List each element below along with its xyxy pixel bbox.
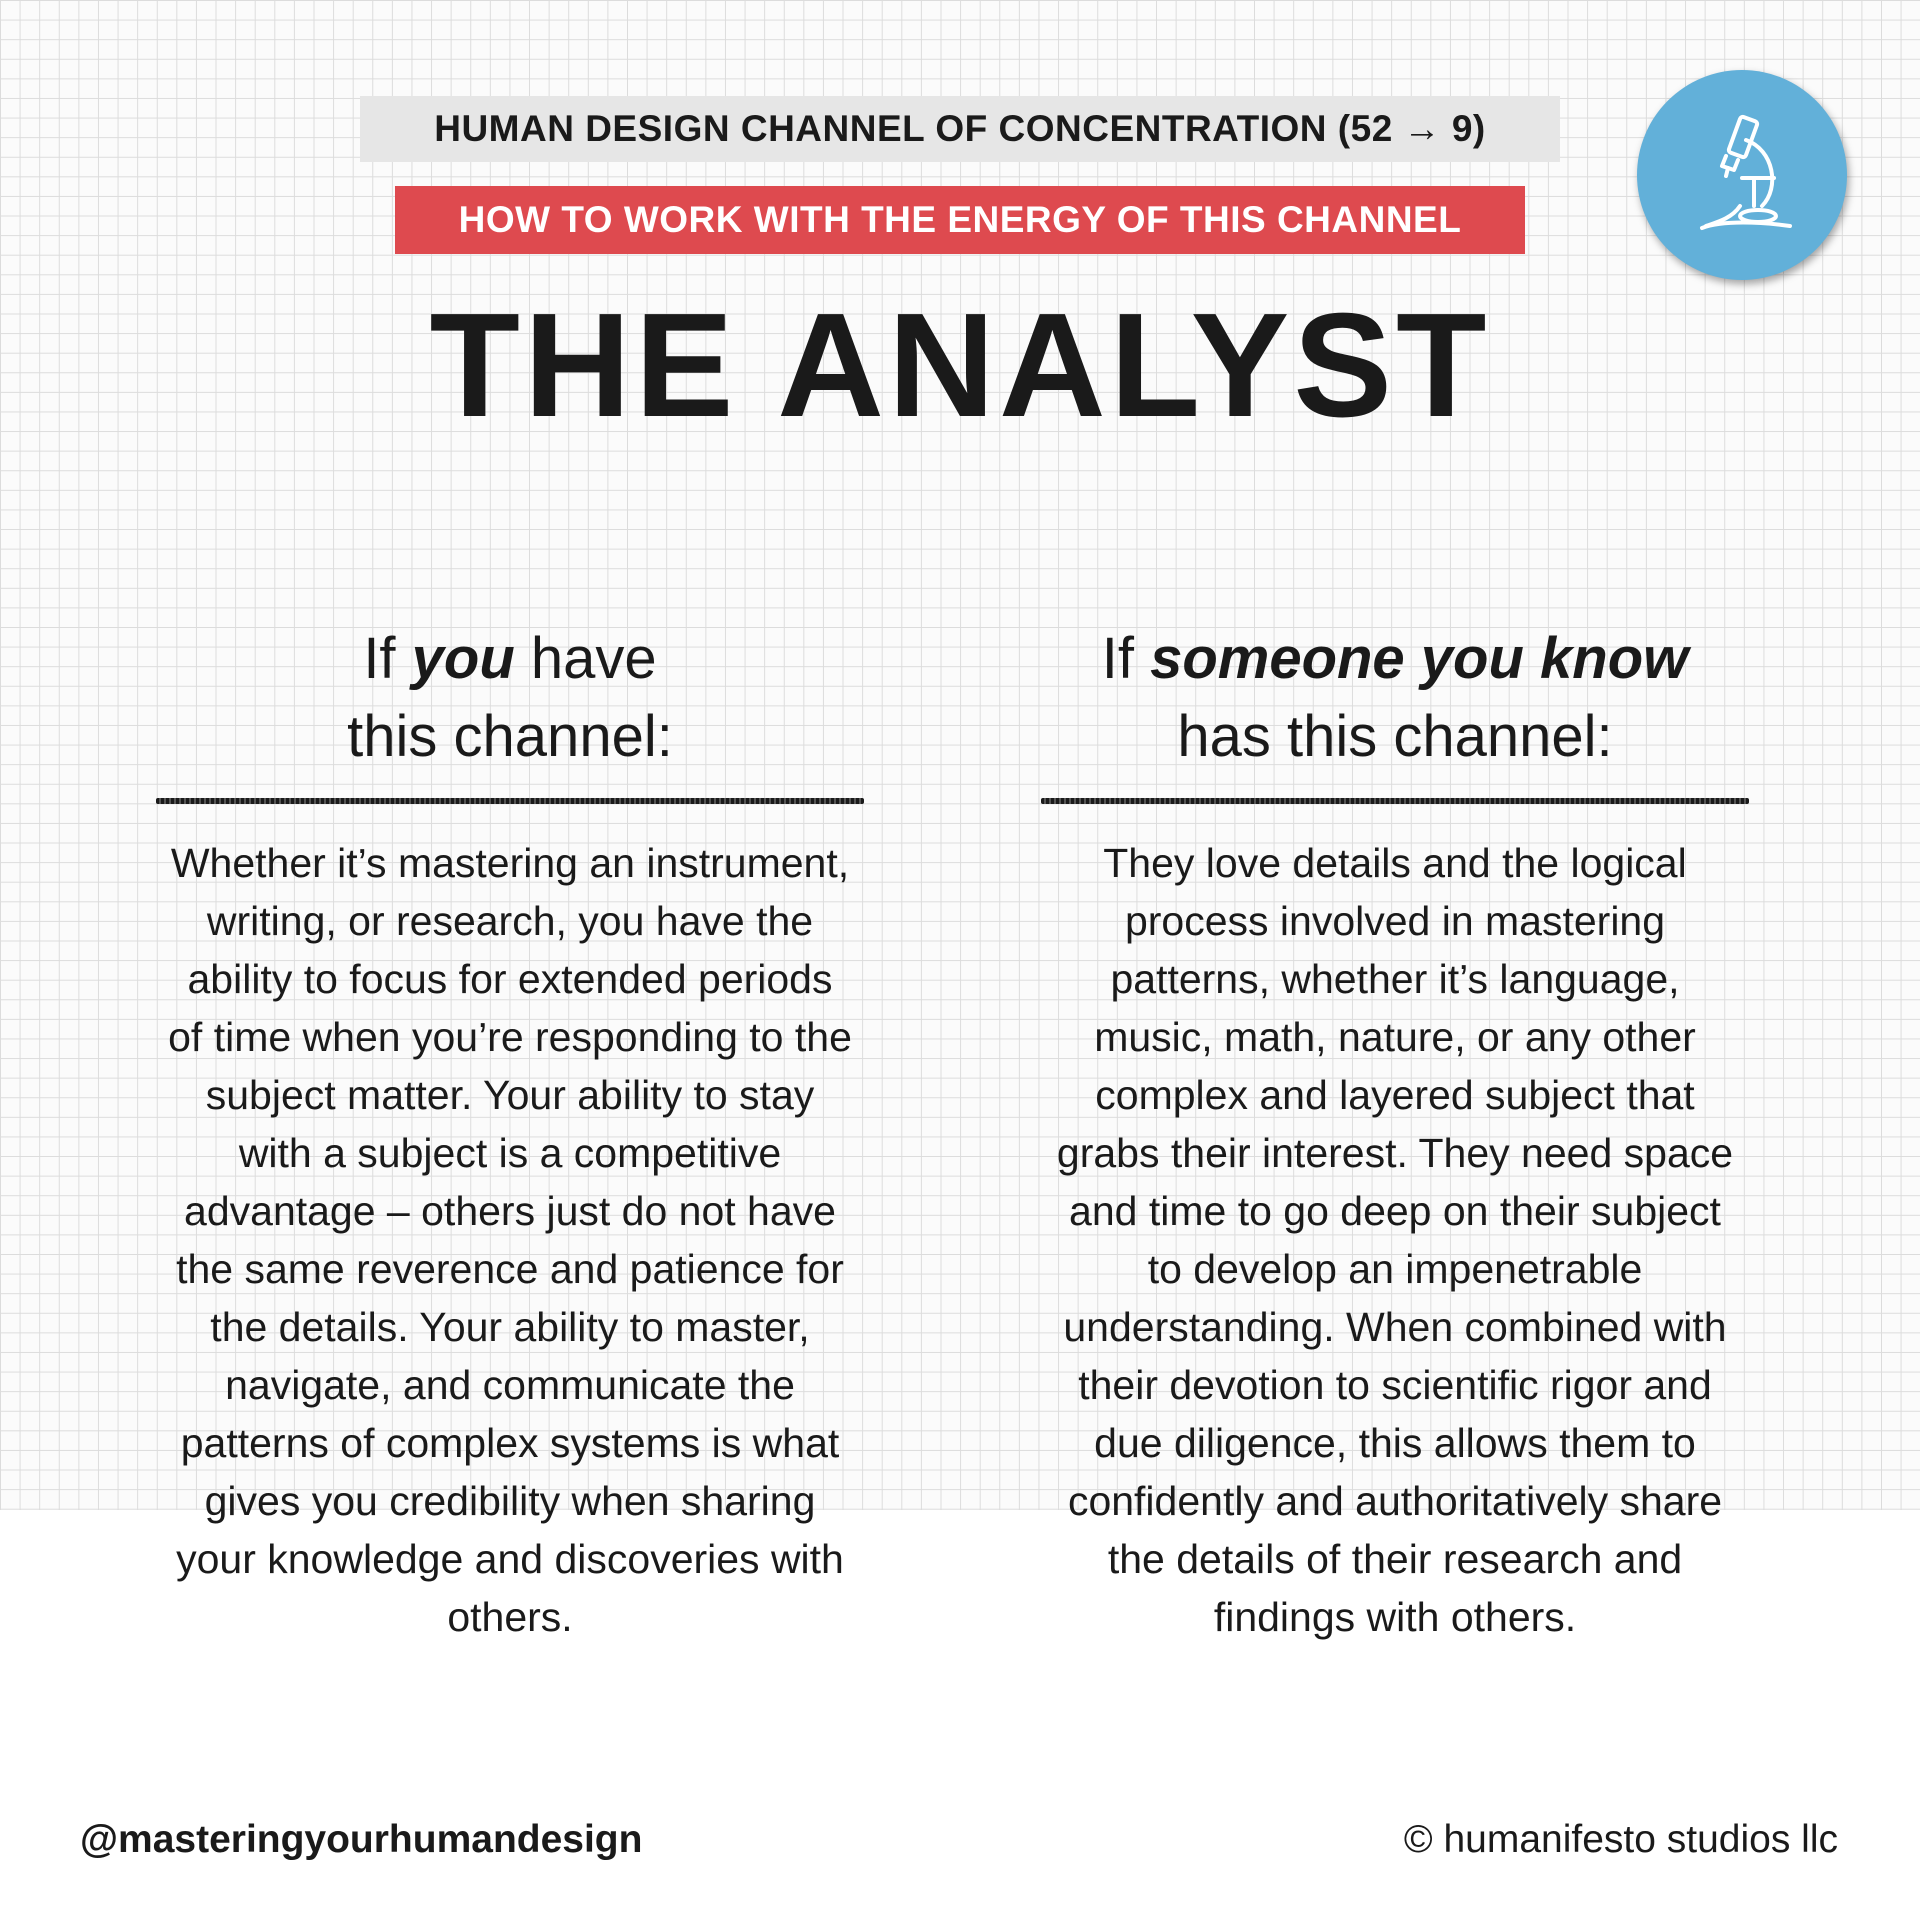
instruction-banner-text: HOW TO WORK WITH THE ENERGY OF THIS CHANNEL <box>458 199 1462 240</box>
copyright-notice: © humanifesto studios llc <box>1403 1818 1838 1861</box>
right-heading-line2: has this channel: <box>1177 704 1613 769</box>
left-body-text: Whether it’s mastering an instrument, writing, or research, you have the ability to focus for extended periods of time when you’re responding to the subject matter. Your ability to stay with a subject is a competitive advantage – others just do not have the same reverence and patience for the details. Your ability to master, navigate, and communicate the patterns of complex systems is what gives you credibility when sharing your knowledge and discoveries with others. <box>168 840 852 1640</box>
right-body-text: They love details and the logical process involved in mastering patterns, whether it’s language, music, math, nature, or any other complex and layered subject that grabs their interest. They need space and time to go deep on their subject to develop an impenetrable understanding. When combined with their devotion to scientific rigor and due diligence, this allows them to confidently and authoritatively share the details of their research and findings with others. <box>1056 840 1734 1640</box>
right-divider <box>1041 798 1749 804</box>
right-heading-pre: If <box>1101 626 1151 691</box>
microscope-icon <box>1682 110 1802 240</box>
left-column <box>130 620 890 1646</box>
social-handle: @masteringyourhumandesign <box>80 1818 643 1861</box>
left-divider <box>156 798 864 804</box>
left-heading-post: have <box>514 626 657 691</box>
instruction-banner <box>395 186 1525 254</box>
right-heading <box>1025 620 1765 776</box>
page-title: THE ANALYST <box>429 283 1491 448</box>
left-heading-emphasis: you <box>411 626 515 691</box>
right-heading-emphasis: someone you know <box>1150 626 1689 691</box>
channel-banner-text: HUMAN DESIGN CHANNEL OF CONCENTRATION (52 → 9) <box>434 108 1486 149</box>
left-heading-pre: If <box>363 626 412 691</box>
left-heading-line2: this channel: <box>347 704 673 769</box>
left-heading <box>130 620 890 776</box>
right-column <box>1025 620 1765 1646</box>
channel-banner <box>360 96 1560 162</box>
microscope-badge <box>1637 70 1847 280</box>
